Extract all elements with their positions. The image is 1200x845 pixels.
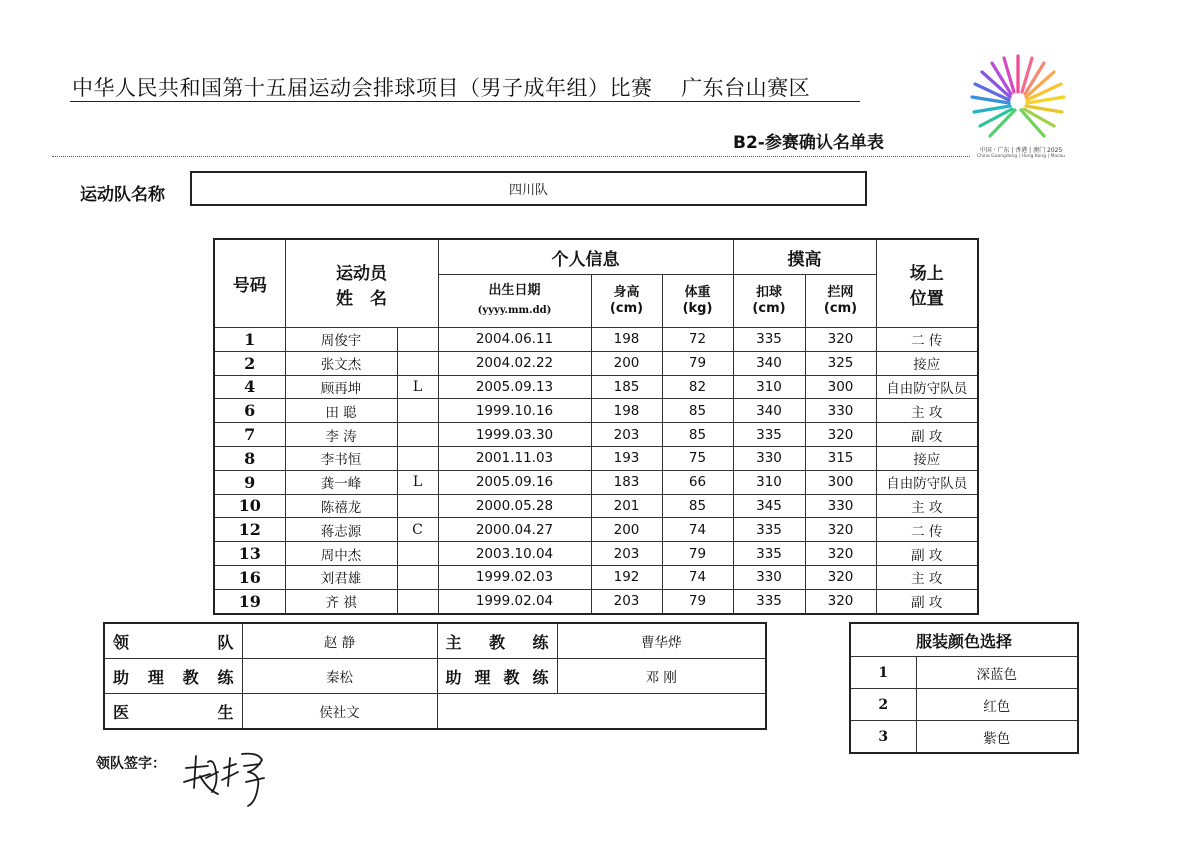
- team-name-label: 运动队名称: [80, 185, 165, 205]
- player-weight: 79: [662, 589, 733, 613]
- header-height: 身高 (cm): [591, 275, 662, 328]
- player-role-mark: [397, 423, 438, 447]
- team-name-value: 四川队: [508, 183, 548, 198]
- roster-row: [214, 589, 978, 613]
- player-number: 9: [214, 470, 285, 494]
- leader-value: 赵 静: [242, 623, 437, 659]
- header-block: 拦网 (cm): [805, 275, 876, 328]
- player-weight: 72: [662, 328, 733, 352]
- player-number: 2: [214, 351, 285, 375]
- player-birth-date: 2004.02.22: [438, 351, 591, 375]
- player-spike-reach: 335: [733, 328, 805, 352]
- head-coach-label: 主教练: [437, 623, 557, 659]
- player-weight: 85: [662, 423, 733, 447]
- player-block-reach: 320: [805, 518, 876, 542]
- player-spike-reach: 310: [733, 375, 805, 399]
- player-spike-reach: 330: [733, 565, 805, 589]
- player-birth-date: 2005.09.16: [438, 470, 591, 494]
- player-name: 田 聪: [285, 399, 397, 423]
- player-name: 李书恒: [285, 446, 397, 470]
- leader-label: 领队: [104, 623, 242, 659]
- player-birth-date: 2004.06.11: [438, 328, 591, 352]
- player-block-reach: 325: [805, 351, 876, 375]
- player-name: 齐 祺: [285, 589, 397, 613]
- player-role-mark: C: [397, 518, 438, 542]
- player-block-reach: 330: [805, 494, 876, 518]
- player-role-mark: [397, 589, 438, 613]
- player-block-reach: 330: [805, 399, 876, 423]
- player-spike-reach: 310: [733, 470, 805, 494]
- player-number: 13: [214, 542, 285, 566]
- player-name: 李 涛: [285, 423, 397, 447]
- player-height: 203: [591, 589, 662, 613]
- player-position: 接应: [876, 351, 978, 375]
- player-weight: 75: [662, 446, 733, 470]
- header-birth-date: 出生日期 (yyyy.mm.dd): [438, 275, 591, 328]
- player-block-reach: 320: [805, 565, 876, 589]
- player-weight: 79: [662, 351, 733, 375]
- player-birth-date: 1999.02.03: [438, 565, 591, 589]
- player-position: 主 攻: [876, 565, 978, 589]
- player-position: 接应: [876, 446, 978, 470]
- player-position: 主 攻: [876, 494, 978, 518]
- player-height: 192: [591, 565, 662, 589]
- player-block-reach: 320: [805, 589, 876, 613]
- doctor-label: 医生: [104, 694, 242, 730]
- doctor-value: 侯社文: [242, 694, 437, 730]
- player-birth-date: 2005.09.13: [438, 375, 591, 399]
- player-height: 198: [591, 328, 662, 352]
- form-subtitle: B2-参赛确认名单表: [733, 133, 884, 153]
- roster-table: [213, 238, 979, 615]
- staff-table: [103, 622, 767, 730]
- header-number: 号码: [214, 239, 285, 328]
- player-block-reach: 320: [805, 423, 876, 447]
- player-weight: 74: [662, 518, 733, 542]
- roster-row: [214, 375, 978, 399]
- player-block-reach: 315: [805, 446, 876, 470]
- player-weight: 74: [662, 565, 733, 589]
- player-height: 198: [591, 399, 662, 423]
- player-spike-reach: 345: [733, 494, 805, 518]
- player-role-mark: L: [397, 375, 438, 399]
- player-number: 10: [214, 494, 285, 518]
- roster-body: [214, 328, 978, 614]
- player-birth-date: 2003.10.04: [438, 542, 591, 566]
- player-number: 8: [214, 446, 285, 470]
- player-role-mark: L: [397, 470, 438, 494]
- player-position: 主 攻: [876, 399, 978, 423]
- player-height: 201: [591, 494, 662, 518]
- player-role-mark: [397, 328, 438, 352]
- player-name: 顾再坤: [285, 375, 397, 399]
- player-number: 1: [214, 328, 285, 352]
- player-position: 二 传: [876, 328, 978, 352]
- player-height: 200: [591, 518, 662, 542]
- roster-row: [214, 328, 978, 352]
- player-role-mark: [397, 494, 438, 518]
- player-number: 19: [214, 589, 285, 613]
- uniform-option-color: 紫色: [916, 721, 1078, 754]
- player-name: 陈禧龙: [285, 494, 397, 518]
- assistant-coach-label: 助理教练: [104, 659, 242, 694]
- player-position: 副 攻: [876, 423, 978, 447]
- player-number: 12: [214, 518, 285, 542]
- player-name: 蒋志源: [285, 518, 397, 542]
- uniform-color-table: [849, 622, 1079, 754]
- player-spike-reach: 340: [733, 351, 805, 375]
- player-role-mark: [397, 399, 438, 423]
- player-name: 周俊宇: [285, 328, 397, 352]
- uniform-color-title: 服装颜色选择: [850, 623, 1078, 657]
- player-weight: 85: [662, 399, 733, 423]
- player-number: 16: [214, 565, 285, 589]
- header-athlete-name: 运动员 姓 名: [285, 239, 438, 328]
- document-title: 中华人民共和国第十五届运动会排球项目（男子成年组）比赛 广东台山赛区: [72, 76, 811, 100]
- head-coach-value: 曹华烨: [557, 623, 766, 659]
- player-position: 自由防守队员: [876, 375, 978, 399]
- player-spike-reach: 335: [733, 423, 805, 447]
- roster-row: [214, 423, 978, 447]
- player-number: 4: [214, 375, 285, 399]
- player-spike-reach: 330: [733, 446, 805, 470]
- dotted-divider: [52, 156, 970, 157]
- player-block-reach: 300: [805, 470, 876, 494]
- signature-label: 领队签字：: [96, 756, 166, 772]
- roster-row: [214, 518, 978, 542]
- player-position: 二 传: [876, 518, 978, 542]
- roster-row: [214, 446, 978, 470]
- team-name-field: [190, 171, 867, 206]
- player-number: 6: [214, 399, 285, 423]
- roster-row: [214, 494, 978, 518]
- uniform-option-color: 深蓝色: [916, 657, 1078, 689]
- player-height: 183: [591, 470, 662, 494]
- player-spike-reach: 335: [733, 589, 805, 613]
- logo-caption-en: China Guangdong | Hong Kong | Macau: [976, 154, 1066, 159]
- player-name: 龚一峰: [285, 470, 397, 494]
- player-position: 副 攻: [876, 542, 978, 566]
- player-height: 200: [591, 351, 662, 375]
- player-role-mark: [397, 351, 438, 375]
- player-birth-date: 1999.03.30: [438, 423, 591, 447]
- player-birth-date: 2000.04.27: [438, 518, 591, 542]
- player-role-mark: [397, 542, 438, 566]
- uniform-option-color: 红色: [916, 689, 1078, 721]
- player-block-reach: 320: [805, 328, 876, 352]
- player-birth-date: 1999.02.04: [438, 589, 591, 613]
- player-name: 张文杰: [285, 351, 397, 375]
- player-name: 刘君雄: [285, 565, 397, 589]
- player-number: 7: [214, 423, 285, 447]
- uniform-option-index: 1: [850, 657, 916, 689]
- roster-row: [214, 470, 978, 494]
- roster-row: [214, 542, 978, 566]
- player-name: 周中杰: [285, 542, 397, 566]
- player-spike-reach: 340: [733, 399, 805, 423]
- uniform-option-index: 2: [850, 689, 916, 721]
- player-spike-reach: 335: [733, 542, 805, 566]
- roster-row: [214, 565, 978, 589]
- player-role-mark: [397, 565, 438, 589]
- header-reach: 摸高: [733, 239, 876, 275]
- player-block-reach: 300: [805, 375, 876, 399]
- player-weight: 85: [662, 494, 733, 518]
- assistant-coach-2-value: 邓 刚: [557, 659, 766, 694]
- player-position: 自由防守队员: [876, 470, 978, 494]
- player-birth-date: 1999.10.16: [438, 399, 591, 423]
- player-weight: 82: [662, 375, 733, 399]
- header-spike: 扣球 (cm): [733, 275, 805, 328]
- player-birth-date: 2000.05.28: [438, 494, 591, 518]
- handwritten-signature: [178, 738, 278, 810]
- player-spike-reach: 335: [733, 518, 805, 542]
- assistant-coach-2-label: 助理教练: [437, 659, 557, 694]
- player-weight: 66: [662, 470, 733, 494]
- player-weight: 79: [662, 542, 733, 566]
- header-personal-info: 个人信息: [438, 239, 733, 275]
- empty-cell: [437, 694, 766, 730]
- player-birth-date: 2001.11.03: [438, 446, 591, 470]
- uniform-option-index: 3: [850, 721, 916, 754]
- player-block-reach: 320: [805, 542, 876, 566]
- roster-row: [214, 399, 978, 423]
- title-underline: [70, 101, 860, 102]
- header-position: 场上 位置: [876, 239, 978, 328]
- roster-row: [214, 351, 978, 375]
- assistant-coach-value: 秦松: [242, 659, 437, 694]
- logo-caption: 中国 · 广东 | 香港 | 澳门 2025: [979, 147, 1063, 154]
- player-height: 193: [591, 446, 662, 470]
- player-height: 203: [591, 542, 662, 566]
- player-position: 副 攻: [876, 589, 978, 613]
- player-role-mark: [397, 446, 438, 470]
- header-weight: 体重 (kg): [662, 275, 733, 328]
- player-height: 185: [591, 375, 662, 399]
- player-height: 203: [591, 423, 662, 447]
